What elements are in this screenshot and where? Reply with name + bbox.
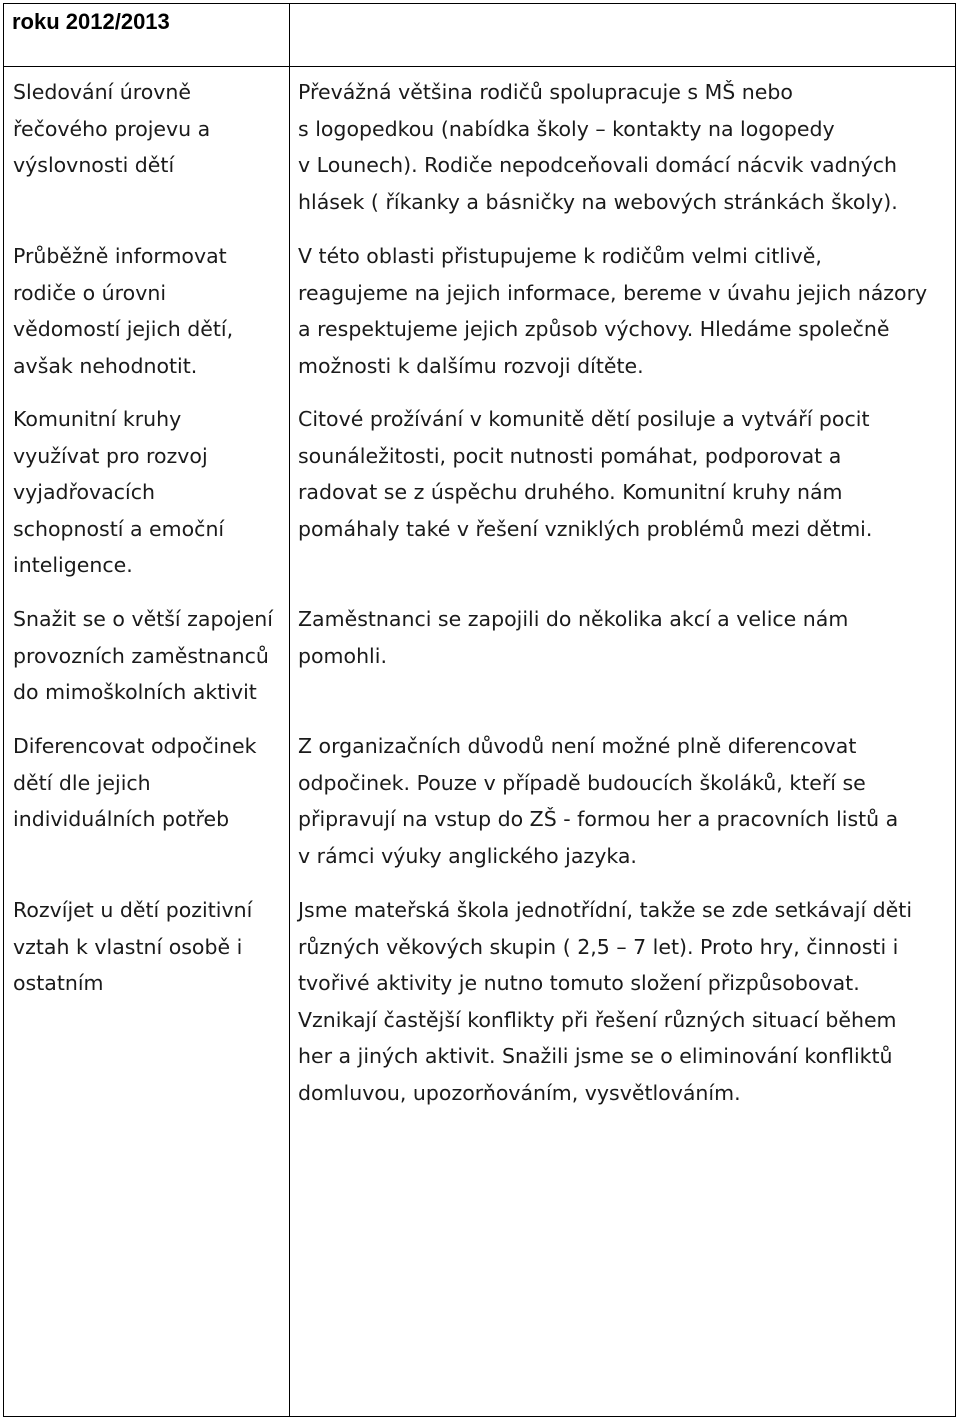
goal-cell: Diferencovat odpočinek dětí dle jejich individuálních potřeb (13, 734, 257, 831)
goal-cell: Komunitní kruhy využívat pro rozvoj vyjadřovacích schopností a emoční inteligence. (13, 407, 225, 577)
evaluation-cell: Jsme mateřská škola jednotřídní, takže se zde setkávají děti různých věkových skupin ( 2,5 – 7 let). Proto hry, činnosti i tvořivé aktivity je nutno tomuto složení přizpůsobovat. Vznikají častější konflikty při řešení různých situací během her a jiných aktivit. Snažili jsme se o eliminování konfliktů domluvou, upozorňováním, vysvětlováním. (298, 898, 913, 1105)
column-divider (289, 4, 290, 1416)
evaluation-cell: Převážná většina rodičů spolupracuje s MŠ nebo s logopedkou (nabídka školy – kontakty na logopedy v Lounech). Rodiče nepodceňovali domácí nácvik vadných hlásek ( říkanky a básničky na webových stránkách školy). (298, 80, 898, 214)
table-header-title: roku 2012/2013 (12, 9, 170, 34)
goal-cell: Rozvíjet u dětí pozitivní vztah k vlastní osobě i ostatním (13, 898, 253, 995)
goal-cell: Průběžně informovat rodiče o úrovni vědomostí jejich dětí, avšak nehodnotit. (13, 244, 234, 378)
goal-cell: Snažit se o větší zapojení provozních zaměstnanců do mimoškolních aktivit (13, 607, 273, 704)
goal-cell: Sledování úrovně řečového projevu a výslovnosti dětí (13, 80, 211, 177)
evaluation-cell: Citové prožívání v komunitě dětí posiluje a vytváří pocit sounáležitosti, pocit nutnosti pomáhat, podporovat a radovat se z úspěchu druhého. Komunitní kruhy nám pomáhaly také v řešení vzniklých problémů mezi dětmi. (298, 407, 873, 541)
evaluation-cell: V této oblasti přistupujeme k rodičům velmi citlivě, reagujeme na jejich informace, bereme v úvahu jejich názory a respektujeme jejich způsob výchovy. Hledáme společně možnosti k dalšímu rozvoji dítěte. (298, 244, 928, 378)
evaluation-cell: Zaměstnanci se zapojili do několika akcí a velice nám pomohli. (298, 607, 849, 668)
evaluation-cell: Z organizačních důvodů není možné plně diferencovat odpočinek. Pouze v případě budoucích školáků, kteří se připravují na vstup do ZŠ - formou her a pracovních listů a v rámci výuky anglického jazyka. (298, 734, 899, 868)
header-divider (4, 66, 955, 67)
